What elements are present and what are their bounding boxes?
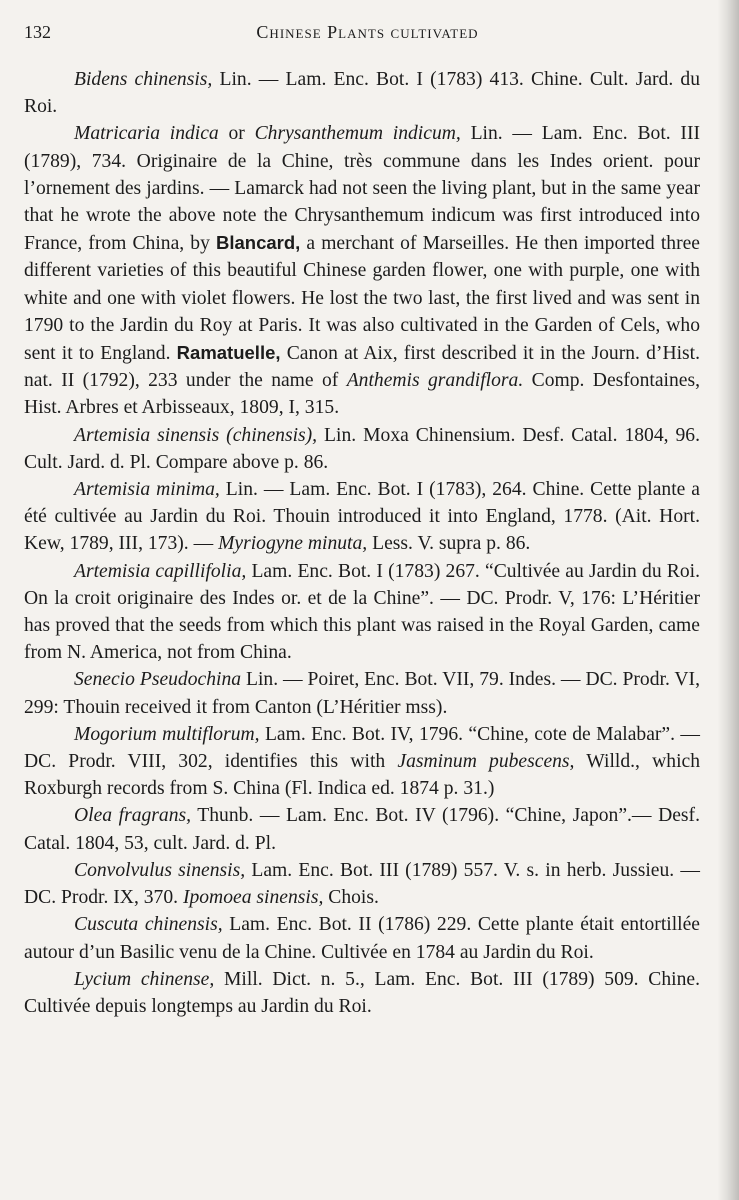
taxon-name: Cuscuta chinensis,: [74, 914, 223, 936]
taxon-name: Olea fragrans,: [74, 805, 192, 827]
taxon-name: Artemisia capillifolia,: [74, 560, 247, 582]
entry-text: a merchant of Marseilles. He then imported three different varieties of this beautiful Chinese garden flower, one with purple, one with white and one with violet flowers. He lost the two last, the first lived and was sent in 1790 to the Jardin du Roy at Paris. It was also cultivated in the Garden of Cels, who sent it to England.: [24, 233, 700, 365]
entry-artemisia-sinensis: [24, 422, 700, 476]
entry-text: Lam. Enc. Bot. II (1786) 229. Cette plante était entortillée autour d’un Basilic venu de la Chine. Cultivée en 1784 au Jardin du Roi.: [24, 914, 700, 963]
entry-text: Lin. — Lam. Enc. Bot. III (1789), 734. Originaire de la Chine, très commune dans les Indes orient. pour l’ornement des jardins. — Lamarck had not seen the living plant, but in the same year that he wrote the above note the Chrysanthemum indicum was first introduced into France, from China, by: [24, 123, 700, 255]
entry-bidens-chinensis: [24, 66, 700, 120]
entry-cuscuta-chinensis: [24, 911, 700, 965]
taxon-name: Convolvulus sinensis,: [74, 859, 246, 881]
entry-text: Willd., which Roxburgh records from S. China (Fl. Indica ed. 1874 p. 31.): [24, 751, 701, 800]
page-number: 132: [24, 22, 51, 42]
entry-senecio-pseudochina: [24, 666, 700, 720]
entry-text: Chois.: [323, 887, 379, 909]
entry-matricaria-indica: [24, 120, 700, 421]
entry-text: Comp. Desfontaines, Hist. Arbres et Arbisseaux, 1809, I, 315.: [24, 370, 700, 419]
taxon-name: Lycium chinense,: [74, 968, 215, 990]
page-header: [24, 22, 711, 48]
person-name-ramatuelle: Ramatuelle,: [176, 342, 281, 364]
entry-text: Mill. Dict. n. 5., Lam. Enc. Bot. III (1789) 509. Chine. Cultivée depuis longtemps au Jardin du Roi.: [24, 968, 700, 1017]
entry-text: Thunb. — Lam. Enc. Bot. IV (1796). “Chine, Japon”.— Desf. Catal. 1804, 53, cult. Jard. d. Pl.: [24, 805, 700, 854]
entry-text: Lin. Moxa Chinensium. Desf. Catal. 1804, 96. Cult. Jard. d. Pl. Compare above p. 86.: [24, 424, 700, 473]
entry-text: Less. V. supra p. 86.: [367, 533, 531, 555]
entry-convolvulus-sinensis: [24, 857, 700, 911]
entry-text: Lam. Enc. Bot. I (1783) 267. “Cultivée au Jardin du Roi. On la croit originaire des Indes or. et de la Chine”. — DC. Prodr. V, 176: L’Héritier has proved that the seeds from which this plant was raised in the Royal Garden, came from N. America, not from China.: [24, 560, 701, 664]
entry-olea-fragrans: [24, 802, 700, 856]
taxon-name: Mogorium multiflorum,: [74, 723, 260, 745]
taxon-name: Matricaria indica: [74, 123, 219, 145]
taxon-synonym: Anthemis grandiflora.: [346, 370, 524, 392]
page-body: [24, 66, 700, 1020]
taxon-synonym: Myriogyne minuta,: [218, 533, 368, 555]
taxon-name: Artemisia minima,: [74, 479, 220, 501]
entry-text: Lam. Enc. Bot. III (1789) 557. V. s. in herb. Jussieu. — DC. Prodr. IX, 370.: [24, 859, 700, 909]
taxon-name: Senecio Pseudochina: [74, 669, 242, 691]
entry-text: Canon at Aix, first described it in the Journ. d’Hist. nat. II (1792), 233 under the name of: [24, 343, 701, 392]
entry-text: Lin. — Poiret, Enc. Bot. VII, 79. Indes. — DC. Prodr. VI, 299: Thouin received it from Canton (L’Héritier mss).: [24, 669, 700, 718]
taxon-synonym: Jasminum pubescens,: [397, 751, 575, 773]
entry-text: or: [218, 123, 255, 145]
entry-text: Lam. Enc. Bot. IV, 1796. “Chine, cote de Malabar”. — DC. Prodr. VIII, 302, identifies this with: [24, 723, 701, 773]
entry-artemisia-minima: [24, 476, 700, 558]
entry-text: Lin. — Lam. Enc. Bot. I (1783), 264. Chine. Cette plante a été cultivée au Jardin du Roi. Thouin introduced it into England, 1778. (Ait. Hort. Kew, 1789, III, 173). —: [24, 479, 700, 555]
taxon-name: Bidens chinensis,: [74, 69, 213, 90]
running-head: Chinese Plants cultivated: [256, 22, 479, 42]
person-name-blancard: Blancard,: [215, 232, 301, 254]
taxon-synonym: Ipomoea sinensis,: [182, 887, 324, 909]
entry-artemisia-capillifolia: [24, 558, 700, 667]
taxon-synonym: Chrysanthemum indicum,: [254, 123, 461, 145]
entry-lycium-chinense: [24, 966, 700, 1020]
entry-mogorium-multiflorum: [24, 721, 700, 803]
taxon-name: Artemisia sinensis (chinensis),: [74, 424, 318, 446]
entry-text: Lin. — Lam. Enc. Bot. I (1783) 413. Chine. Cult. Jard. du Roi.: [24, 69, 700, 118]
page-edge-shadow: [717, 0, 739, 1200]
